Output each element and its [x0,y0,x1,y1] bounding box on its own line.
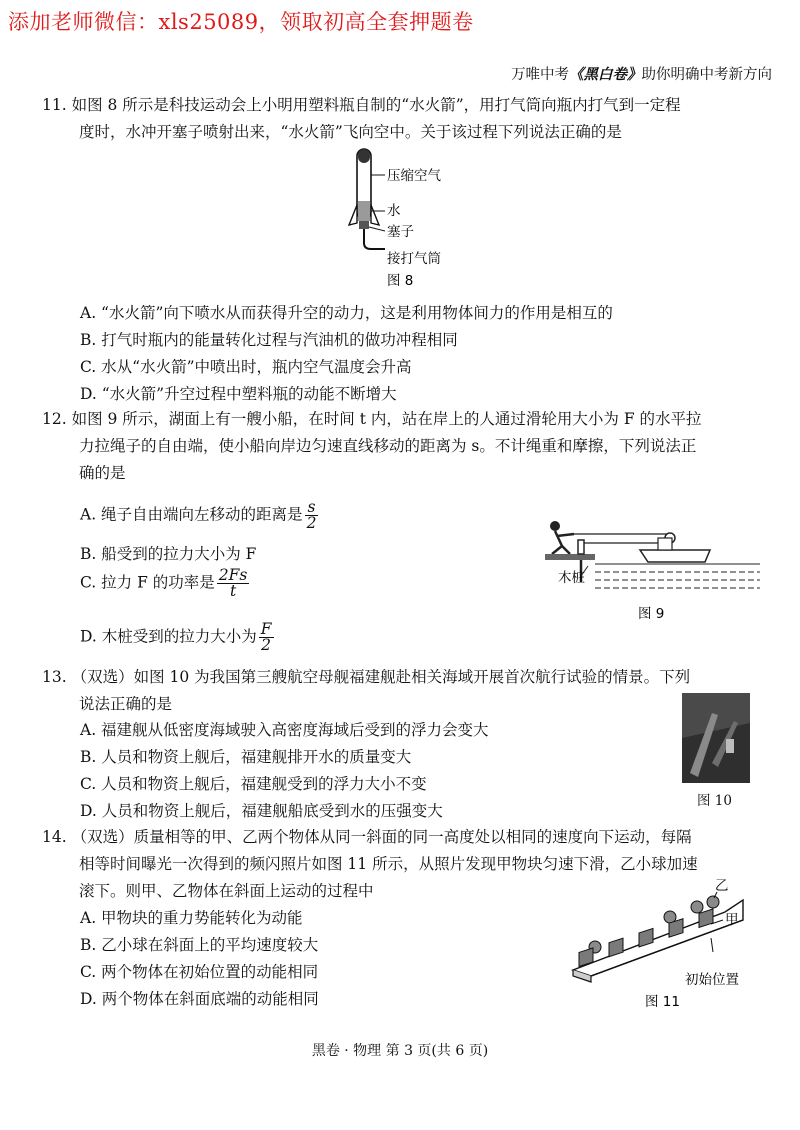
figure-8-caption: 图 8 [387,273,414,289]
q13-option-c: C. 人员和物资上舰后，福建舰受到的浮力大小不变 [80,775,427,793]
header-suffix: 助你明确中考新方向 [641,67,772,83]
boat-cabin [658,538,672,550]
q12-option-d-text: D. 木桩受到的拉力大小为 [80,627,257,646]
bottle-nose [358,149,370,163]
q12-option-a-text: A. 绳子自由端向左移动的距离是 [80,505,303,524]
q14-option-b: B. 乙小球在斜面上的平均速度较大 [80,936,319,954]
fraction [305,500,319,531]
fraction-denominator: 2 [306,514,317,532]
label-water: 水 [387,203,401,219]
q11-line2: 度时，水冲开塞子喷射出来，“水火箭”飞向空中。关于该过程下列说法正确的是 [79,123,622,141]
q14-line2: 相等时间曝光一次得到的频闪照片如图 11 所示，从照片发现甲物块匀速下滑，乙小球加速 [79,855,698,873]
q13-option-b: B. 人员和物资上舰后，福建舰排开水的质量变大 [80,748,412,766]
q12-line2: 力拉绳子的自由端，使小船向岸边匀速直线移动的距离为 s。不计绳重和摩擦，下列说法正 [79,437,697,455]
fraction-numerator: 2Fs [218,566,248,584]
q14-option-d: D. 两个物体在斜面底端的动能相同 [80,990,319,1008]
person-head [550,521,560,531]
boat-hull [640,550,710,562]
q13-option-a: A. 福建舰从低密度海域驶入高密度海域后受到的浮力会变大 [80,721,489,739]
wooden-stake [578,540,584,554]
q12-option-c [80,568,249,599]
q11-option-d: D. “水火箭”升空过程中塑料瓶的动能不断增大 [80,385,397,403]
page-footer: 黑卷 · 物理 第 3 页(共 6 页) [311,1043,489,1059]
q13-line1: （双选）如图 10 为我国第三艘航空母舰福建舰赴相关海域开展首次航行试验的情景。下列 [71,668,691,686]
carrier-island [726,739,734,753]
fraction-denominator: 2 [261,636,272,654]
watermark-text: 添加老师微信：xls25089，领取初高全套押题卷 [8,10,474,34]
fraction-denominator: t [229,582,237,600]
q11-line1: 如图 8 所示是科技运动会上小明用塑料瓶自制的“水火箭”，用打气筒向瓶内打气到一定程 [71,96,681,114]
pump-tube [364,229,385,249]
label-jia: 甲 [725,912,739,928]
q12-option-d [80,622,274,653]
label-pump: 接打气筒 [387,251,441,267]
q11-option-c: C. 水从“水火箭”中喷出时，瓶内空气温度会升高 [80,358,412,376]
fraction [217,568,250,599]
q14-number: 14. [42,828,67,846]
incline-surface [573,900,743,976]
q12-line3: 确的是 [79,464,126,482]
q12-stem [42,406,702,487]
left-fin [349,205,357,225]
q14-option-a: A. 甲物块的重力势能转化为动能 [80,909,303,927]
person-body [552,531,574,554]
label-stopper: 塞子 [387,224,414,240]
figure-9-pulley-boat [540,510,765,625]
right-fin [371,205,379,225]
page-header [511,63,772,84]
header-prefix: 万唯中考 [511,67,569,83]
q12-option-c-text: C. 拉力 F 的功率是 [80,573,215,592]
label-yi: 乙 [715,878,729,894]
figure-10-carrier-photo [682,693,752,783]
fraction-numerator: F [260,620,272,638]
q11-number: 11. [42,96,67,114]
leader-line [369,227,385,231]
q12-option-a [80,500,318,531]
figure-11-caption: 图 11 [645,994,680,1010]
q11-option-b: B. 打气时瓶内的能量转化过程与汽油机的做功冲程相同 [80,331,458,349]
fraction [259,622,274,653]
q11-stem [42,92,681,146]
ball-yi [707,896,719,908]
fraction-numerator: s [305,500,319,516]
label-compressed-air: 压缩空气 [387,168,441,184]
q13-option-d: D. 人员和物资上舰后，福建舰船底受到水的压强变大 [80,802,443,820]
q11-option-a: A. “水火箭”向下喷水从而获得升空的动力，这是利用物体间力的作用是相互的 [80,304,613,322]
q12-number: 12. [42,410,67,428]
label-stake: 木桩 [558,570,585,586]
q12-option-b: B. 船受到的拉力大小为 F [80,545,257,563]
q14-line1: （双选）质量相等的甲、乙两个物体从同一斜面的同一高度处以相同的速度向下运动，每隔 [71,828,692,846]
stopper-shape [359,221,369,229]
q13-number: 13. [42,668,67,686]
figure-10-caption: 图 10 [697,793,732,809]
ball-yi [691,901,703,913]
figure-9-caption: 图 9 [638,606,665,622]
q13-stem [42,664,690,718]
label-initial-position: 初始位置 [685,972,739,988]
water-fill [358,201,370,221]
leader-line [711,938,713,952]
q12-line1: 如图 9 所示，湖面上有一艘小船，在时间 t 内，站在岸上的人通过滑轮用大小为 F 的水平拉 [71,410,702,428]
figure-11-incline [565,872,760,1012]
q14-line3: 滚下。则甲、乙物体在斜面上运动的过程中 [79,882,374,900]
q14-option-c: C. 两个物体在初始位置的动能相同 [80,963,319,981]
header-brand: 《黑白卷》 [569,66,642,83]
q13-line2: 说法正确的是 [79,695,173,713]
shore-platform [545,554,595,560]
figure-8-water-rocket [345,145,485,290]
